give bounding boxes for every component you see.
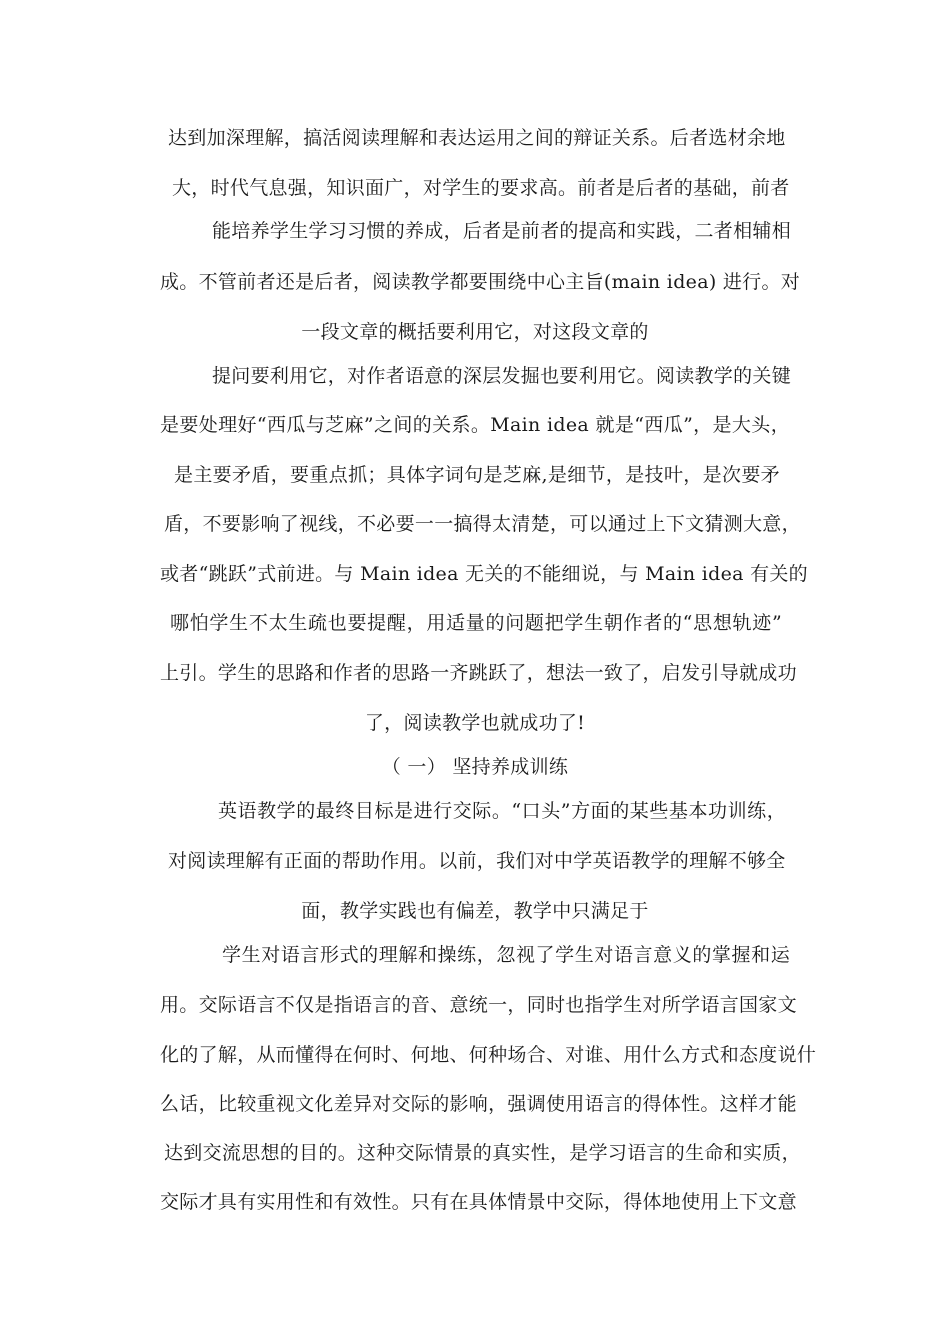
paragraph-line-18: 学生对语言形式的理解和操练，忽视了学生对语言意义的掌握和运	[222, 944, 790, 966]
paragraph-line-6: 提问要利用它，对作者语意的深层发掘也要利用它。阅读教学的关键	[212, 365, 792, 387]
paragraph-line-8: 是主要矛盾，要重点抓；具体字词句是芝麻,是细节，是技叶，是次要矛	[174, 464, 780, 486]
section-heading: （ 一） 坚持养成训练	[381, 756, 569, 778]
paragraph-line-9: 盾，不要影响了视线，不必要一一搞得太清楚，可以通过上下文猜测大意，	[164, 513, 801, 535]
paragraph-line-23: 交际才具有实用性和有效性。只有在具体情景中交际，得体地使用上下文意	[160, 1191, 797, 1213]
paragraph-line-13: 了，阅读教学也就成功了!	[364, 712, 586, 734]
paragraph-line-10: 或者“跳跃”式前进。与 Main idea 无关的不能细说，与 Main idea 有关的	[160, 563, 808, 585]
paragraph-line-7: 是要处理好“西瓜与芝麻”之间的关系。Main idea 就是“西瓜”，是大头，	[160, 414, 790, 436]
paragraph-line-21: 么话，比较重视文化差异对交际的影响，强调使用语言的得体性。这样才能	[160, 1093, 797, 1115]
paragraph-line-12: 上引。学生的思路和作者的思路一齐跳跃了，想法一致了，启发引导就成功	[160, 662, 797, 684]
paragraph-line-22: 达到交流思想的目的。这种交际情景的真实性，是学习语言的生命和实质，	[164, 1142, 801, 1164]
paragraph-line-4: 成。不管前者还是后者，阅读教学都要围绕中心主旨(main idea) 进行。对	[160, 271, 801, 293]
paragraph-line-3: 能培养学生学习习惯的养成，后者是前者的提高和实践，二者相辅相	[212, 220, 792, 242]
paragraph-line-17: 面，教学实践也有偏差，教学中只满足于	[301, 900, 649, 922]
paragraph-line-16: 对阅读理解有正面的帮助作用。以前，我们对中学英语教学的理解不够全	[168, 850, 786, 872]
paragraph-line-1: 达到加深理解，搞活阅读理解和表达运用之间的辩证关系。后者选材余地	[168, 127, 786, 149]
paragraph-line-2: 大，时代气息强，知识面广，对学生的要求高。前者是后者的基础，前者	[172, 177, 790, 199]
paragraph-line-20: 化的了解，从而懂得在何时、何地、何种场合、对谁、用什么方式和态度说什	[160, 1044, 817, 1066]
paragraph-line-15: 英语教学的最终目标是进行交际。“口头”方面的某些基本功训练，	[218, 800, 786, 822]
paragraph-line-5: 一段文章的概括要利用它，对这段文章的	[301, 321, 649, 343]
paragraph-line-19: 用。交际语言不仅是指语言的音、意统一，同时也指学生对所学语言国家文	[160, 994, 797, 1016]
paragraph-line-11: 哪怕学生不太生疏也要提醒，用适量的问题把学生朝作者的“思想轨迹”	[170, 612, 782, 634]
